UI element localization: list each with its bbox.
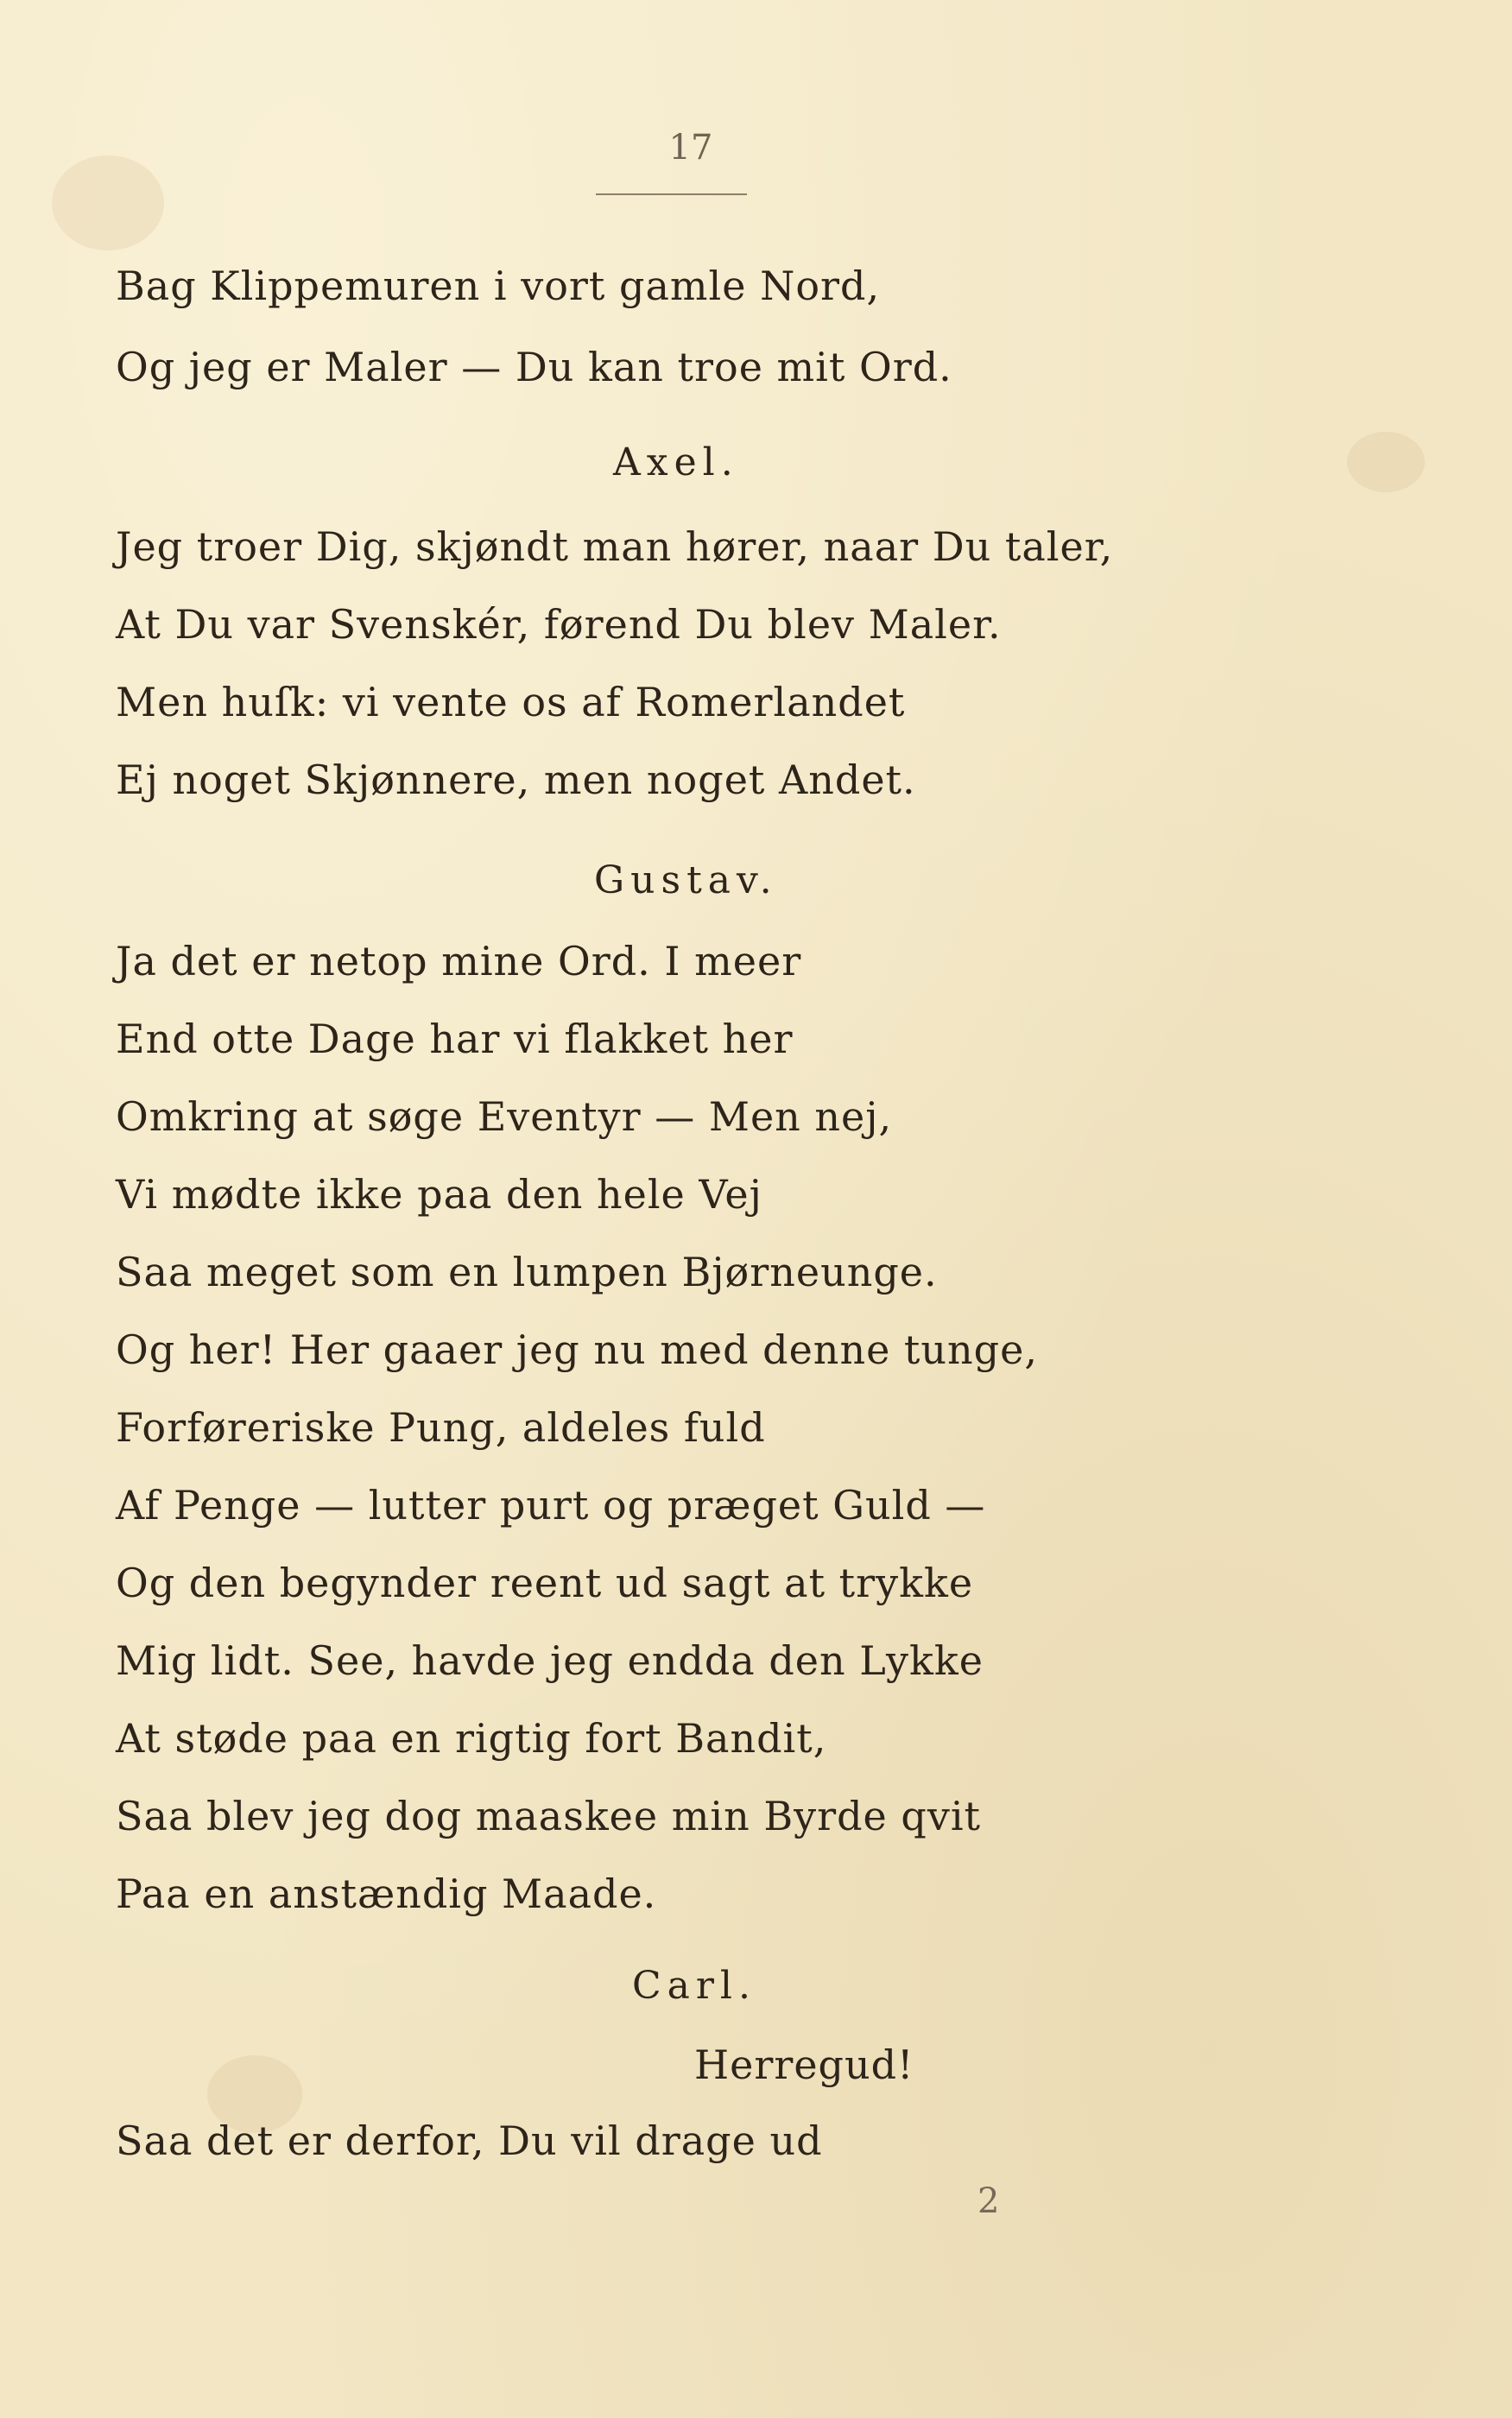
verse-line: Forføreriske Pung, aldeles fuld — [116, 1404, 766, 1451]
verse-line: Men huſk: vi vente os af Romerlandet — [116, 679, 906, 725]
verse-line: Omkring at søge Eventyr — Men nej, — [116, 1093, 893, 1140]
speaker-name: Axel. — [613, 440, 739, 484]
verse-line: Jeg troer Dig, skjøndt man hører, naar Du taler, — [116, 523, 1114, 570]
verse-line: Ej noget Skjønnere, men noget Andet. — [116, 756, 916, 803]
speaker-name: Carl. — [632, 1964, 756, 2008]
verse-line: Ja det er netop mine Ord. I meer — [116, 938, 802, 984]
verse-line: At støde paa en rigtig fort Bandit, — [116, 1715, 827, 1762]
verse-line: Saa blev jeg dog maaskee min Byrde qvit — [116, 1793, 982, 1839]
verse-line: Og jeg er Maler — Du kan troe mit Ord. — [116, 344, 952, 390]
verse-line: At Du var Svenskér, førend Du blev Maler. — [116, 601, 1002, 648]
page-number: 17 — [668, 128, 713, 168]
foxing-stain — [1347, 432, 1425, 492]
verse-line: Og her! Her gaaer jeg nu med denne tunge, — [116, 1326, 1038, 1373]
verse-line: Og den begynder reent ud sagt at trykke — [116, 1560, 974, 1606]
signature-mark: 2 — [977, 2181, 1000, 2221]
verse-line: Paa en anstændig Maade. — [116, 1870, 657, 1917]
verse-line: Saa det er derfor, Du vil drage ud — [116, 2117, 823, 2164]
verse-line: Af Penge — lutter purt og præget Guld — — [116, 1482, 986, 1529]
verse-line: Herregud! — [694, 2041, 914, 2088]
verse-line: Bag Klippemuren i vort gamle Nord, — [116, 263, 881, 309]
verse-line: Mig lidt. See, havde jeg endda den Lykke — [116, 1637, 984, 1684]
verse-line: Vi mødte ikke paa den hele Vej — [116, 1171, 762, 1218]
speaker-name: Gustav. — [594, 858, 778, 902]
verse-line: End otte Dage har vi flakket her — [116, 1016, 794, 1062]
verse-line: Saa meget som en lumpen Bjørneunge. — [116, 1249, 938, 1295]
foxing-stain — [52, 155, 164, 250]
header-rule — [596, 193, 747, 195]
